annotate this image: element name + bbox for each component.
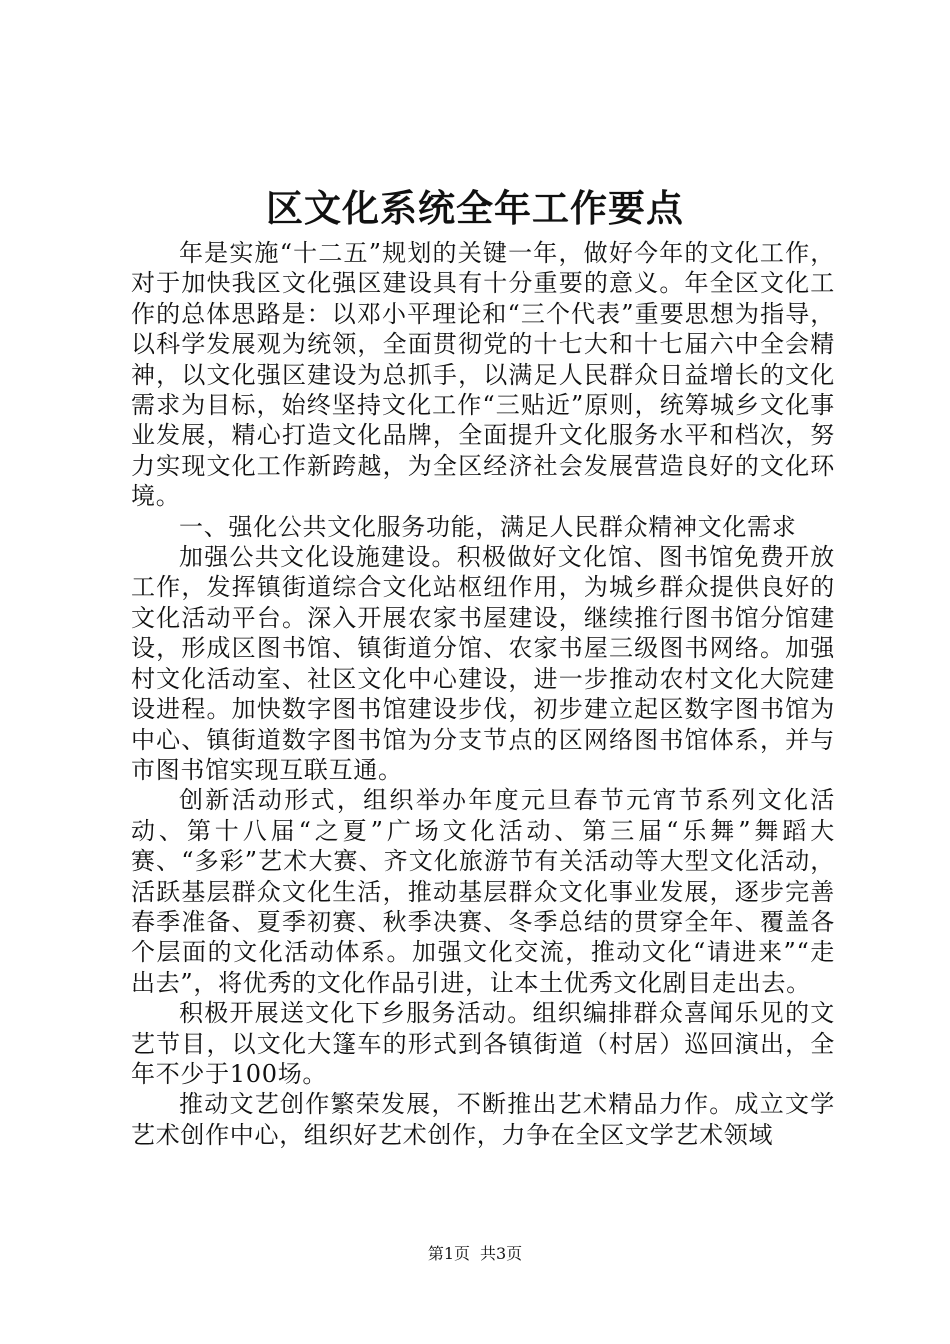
paragraph-activities: 创新活动形式，组织举办年度元旦春节元宵节系列文化活动、第十八届“之夏”广场文化活动、第三届“乐舞”舞蹈大赛、“多彩”艺术大赛、齐文化旅游节有关活动等大型文化活动，活跃基层群众文化生活，推动基层群众文化事业发展，逐步完善春季准备、夏季初赛、秋季决赛、冬季总结的贯穿全年、覆盖各个层面的文化活动体系。加强文化交流，推动文化“请进来”“走出去”，将优秀的文化作品引进，让本土优秀文化剧目走出去。 — [131, 786, 835, 997]
page-footer — [0, 1244, 950, 1264]
paragraph-facilities: 加强公共文化设施建设。积极做好文化馆、图书馆免费开放工作，发挥镇街道综合文化站枢纽作用，为城乡群众提供良好的文化活动平台。深入开展农家书屋建设，继续推行图书馆分馆建设，形成区图书馆、镇街道分馆、农家书屋三级图书网络。加强村文化活动室、社区文化中心建设，进一步推动农村文化大院建设进程。加快数字图书馆建设步伐，初步建立起区数字图书馆为中心、镇街道数字图书馆为分支节点的区网络图书馆体系，并与市图书馆实现互联互通。 — [131, 543, 835, 784]
document-body — [131, 238, 835, 1150]
paragraph-intro: 年是实施“十二五”规划的关键一年，做好今年的文化工作，对于加快我区文化强区建设具有十分重要的意义。年全区文化工作的总体思路是：以邓小平理论和“三个代表”重要思想为指导，以科学发展观为统领，全面贯彻党的十七大和十七届六中全会精神，以文化强区建设为总抓手，以满足人民群众日益增长的文化需求为目标，始终坚持文化工作“三贴近”原则，统筹城乡文化事业发展，精心打造文化品牌，全面提升文化服务水平和档次，努力实现文化工作新跨越，为全区经济社会发展营造良好的文化环境。 — [131, 239, 835, 511]
page-total: 共3页 — [480, 1244, 523, 1263]
section-heading: 一、强化公共文化服务功能，满足人民群众精神文化需求 — [179, 512, 797, 541]
paragraph-rural-service: 积极开展送文化下乡服务活动。组织编排群众喜闻乐见的文艺节目，以文化大篷车的形式到各镇街道（村居）巡回演出，全年不少于100场。 — [131, 999, 835, 1088]
page-number: 第1页 — [427, 1244, 470, 1263]
paragraph-creation: 推动文艺创作繁荣发展，不断推出艺术精品力作。成立文学艺术创作中心，组织好艺术创作，力争在全区文学艺术领域 — [131, 1090, 835, 1149]
document-title: 区文化系统全年工作要点 — [266, 186, 684, 230]
